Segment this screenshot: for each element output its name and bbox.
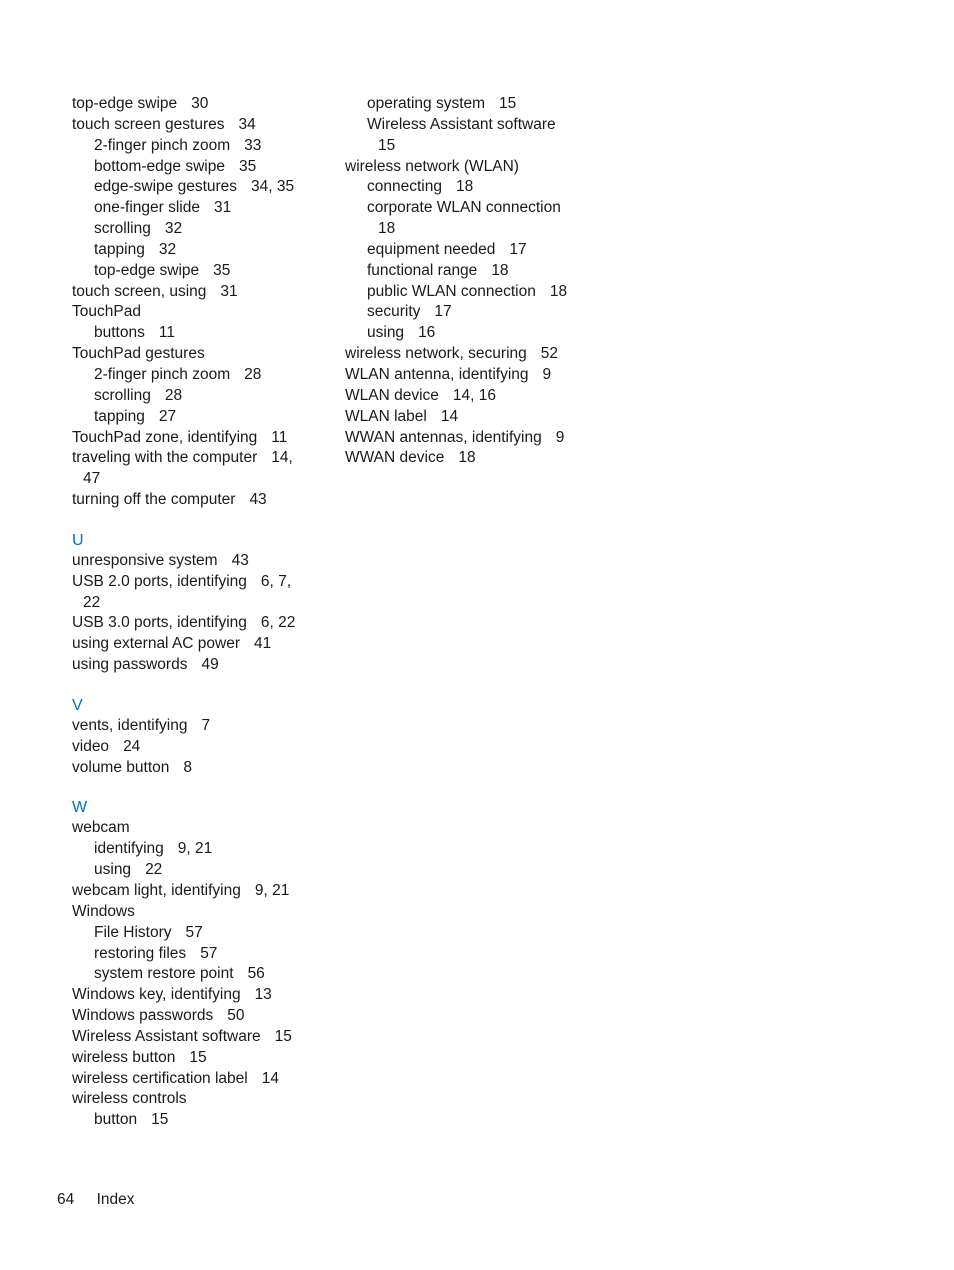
index-term: scrolling [94, 220, 151, 238]
index-term: TouchPad zone, identifying [72, 428, 258, 446]
index-term: wireless network (WLAN) [345, 157, 519, 175]
index-term: scrolling [94, 386, 151, 404]
index-term: top-edge swipe [72, 95, 178, 112]
index-subentry [72, 860, 317, 881]
index-subentry [72, 219, 317, 240]
index-entry [72, 344, 317, 365]
index-subentry [72, 323, 317, 344]
index-term: corporate WLAN connection [367, 199, 561, 217]
index-subentry [345, 177, 595, 198]
index-page-refs[interactable]: 28 [244, 365, 262, 383]
index-subentry [72, 944, 317, 965]
index-page-refs[interactable]: 33 [244, 136, 262, 154]
index-term: Wireless Assistant software [72, 1027, 261, 1045]
index-entry [345, 407, 595, 428]
index-page-refs[interactable]: 9 [555, 428, 565, 446]
index-entry [72, 613, 317, 634]
index-subentry [72, 923, 317, 944]
index-page-refs[interactable]: 57 [200, 944, 218, 962]
index-page-refs-continued[interactable]: 22 [83, 593, 101, 611]
index-term: volume button [72, 758, 170, 776]
index-page-refs[interactable]: 17 [434, 303, 452, 321]
index-page-refs[interactable]: 27 [158, 407, 177, 425]
index-page-refs[interactable]: 18 [491, 261, 509, 279]
index-entry [72, 1048, 317, 1069]
index-page-refs[interactable]: 15 [189, 1048, 207, 1066]
index-entry [72, 1069, 317, 1090]
index-term: button [94, 1111, 138, 1129]
index-term: wireless certification label [72, 1069, 248, 1087]
index-subentry [72, 386, 317, 407]
index-page-refs[interactable]: 49 [201, 656, 219, 674]
index-page-refs-continued[interactable]: 47 [83, 470, 101, 488]
index-subentry [72, 407, 317, 428]
index-term: restoring files [94, 944, 187, 962]
index-term: 2-finger pinch zoom [94, 136, 231, 154]
index-page-refs[interactable]: 11 [271, 428, 288, 446]
index-entry [72, 818, 317, 839]
index-entry [72, 716, 317, 737]
index-subentry [72, 365, 317, 386]
index-entry [345, 448, 595, 469]
index-page-refs[interactable]: 50 [227, 1007, 245, 1025]
index-page-refs[interactable]: 18 [549, 282, 568, 300]
index-term: USB 2.0 ports, identifying [72, 572, 247, 590]
page-number: 64 [57, 1191, 75, 1208]
index-page-refs[interactable]: 57 [185, 923, 203, 941]
index-page-refs-continued[interactable]: 18 [378, 220, 396, 238]
index-entry [72, 737, 317, 758]
index-subentry [72, 240, 317, 261]
index-term: buttons [94, 324, 145, 342]
index-column-left [72, 94, 317, 1131]
index-entry [72, 881, 317, 902]
index-letter-heading: U [72, 531, 84, 549]
index-entry [345, 428, 595, 449]
index-entry [345, 344, 595, 365]
index-term: edge-swipe gestures [94, 178, 238, 196]
index-page-refs[interactable]: 18 [455, 178, 474, 196]
index-entry [72, 572, 317, 614]
index-page-refs[interactable]: 15 [499, 95, 517, 112]
index-letter-heading: W [72, 799, 88, 817]
index-page-refs[interactable]: 31 [213, 199, 232, 217]
index-page-refs[interactable]: 7 [201, 716, 211, 734]
index-page-refs-continued[interactable]: 15 [378, 136, 396, 154]
index-page-refs[interactable]: 15 [274, 1027, 292, 1045]
index-term: unresponsive system [72, 551, 218, 569]
index-term: video [72, 737, 110, 755]
index-subentry [72, 198, 317, 219]
index-page-refs[interactable]: 31 [220, 282, 238, 300]
index-subentry [72, 261, 317, 282]
index-page-refs[interactable]: 16 [418, 324, 436, 342]
index-page-refs[interactable]: 6, 22 [260, 614, 296, 632]
index-subentry [345, 94, 595, 115]
index-page-refs[interactable]: 17 [509, 240, 527, 258]
index-term: WWAN device [345, 449, 445, 467]
index-page-refs[interactable]: 52 [540, 345, 559, 363]
index-term: operating system [367, 95, 486, 112]
index-subentry [72, 839, 317, 860]
index-entry [72, 1027, 317, 1048]
index-subentry [345, 115, 595, 157]
index-term: webcam [72, 819, 130, 837]
index-page-refs[interactable]: 34, 35 [251, 178, 295, 196]
index-page-refs[interactable]: 18 [458, 449, 476, 467]
index-term: public WLAN connection [367, 282, 536, 300]
index-page-refs[interactable]: 56 [247, 965, 265, 983]
page-footer [57, 1190, 134, 1210]
index-page-refs[interactable]: 30 [191, 95, 209, 112]
index-page-refs[interactable]: 41 [254, 635, 272, 653]
index-page-refs[interactable]: 14 [440, 407, 459, 425]
index-subentry [345, 240, 595, 261]
index-page-refs[interactable]: 34 [238, 115, 256, 133]
index-term: bottom-edge swipe [94, 157, 225, 175]
index-entry [72, 1006, 317, 1027]
index-subentry [345, 261, 595, 282]
index-term: WWAN antennas, identifying [345, 428, 542, 446]
index-entry [72, 428, 317, 449]
index-page-refs[interactable]: 32 [158, 240, 177, 258]
index-term: turning off the computer [72, 491, 236, 509]
index-column-right [345, 94, 595, 469]
index-term: using [94, 861, 132, 879]
index-subentry [72, 136, 317, 157]
index-page-refs[interactable]: 28 [164, 386, 183, 404]
index-entry [72, 655, 317, 676]
index-entry [72, 634, 317, 655]
index-subentry [345, 323, 595, 344]
index-entry [72, 282, 317, 303]
index-subentry [72, 177, 317, 198]
index-entry [72, 758, 317, 779]
index-entry [345, 365, 595, 386]
index-page-refs[interactable]: 32 [164, 220, 183, 238]
index-page-refs[interactable]: 43 [249, 491, 267, 509]
index-term: vents, identifying [72, 716, 188, 734]
index-term: WLAN device [345, 386, 439, 404]
index-term: traveling with the computer [72, 449, 258, 467]
index-subentry [72, 964, 317, 985]
index-entry [72, 985, 317, 1006]
index-term: functional range [367, 261, 478, 279]
index-entry [72, 551, 317, 572]
index-page-refs[interactable]: 11 [158, 324, 175, 342]
index-page-refs[interactable]: 15 [151, 1111, 169, 1129]
index-term: one-finger slide [94, 199, 200, 217]
index-term: wireless controls [72, 1090, 187, 1108]
index-subentry [345, 198, 595, 240]
index-page-refs[interactable]: 24 [123, 737, 141, 755]
index-subentry [345, 302, 595, 323]
index-term: webcam light, identifying [72, 882, 241, 899]
index-term: using external AC power [72, 635, 241, 653]
footer-section-title: Index [96, 1191, 135, 1208]
index-page-refs[interactable]: 35 [238, 157, 257, 175]
index-letter-heading: V [72, 696, 83, 714]
index-term: 2-finger pinch zoom [94, 365, 231, 383]
index-page-refs[interactable]: 13 [254, 986, 272, 1004]
index-term: TouchPad gestures [72, 345, 205, 363]
index-page-refs[interactable]: 43 [231, 551, 249, 569]
index-term: using passwords [72, 656, 188, 674]
index-term: WLAN label [345, 407, 427, 425]
index-term: Wireless Assistant software [367, 115, 556, 133]
index-term: USB 3.0 ports, identifying [72, 614, 247, 632]
index-subentry [72, 157, 317, 178]
index-term: Windows passwords [72, 1007, 214, 1025]
index-term: system restore point [94, 965, 234, 983]
index-term: TouchPad [72, 303, 141, 321]
index-term: Windows [72, 902, 135, 920]
index-page-refs[interactable]: 6, 7, [260, 572, 292, 590]
index-term: WLAN antenna, identifying [345, 365, 529, 383]
index-term: touch screen, using [72, 282, 207, 300]
index-term: using [367, 324, 405, 342]
index-entry [345, 386, 595, 407]
index-subentry [345, 282, 595, 303]
index-page-refs[interactable]: 8 [183, 758, 192, 776]
index-term: Windows key, identifying [72, 986, 241, 1004]
index-term: wireless button [72, 1048, 176, 1066]
index-entry [72, 115, 317, 136]
index-term: wireless network, securing [345, 345, 527, 363]
index-entry [72, 490, 317, 511]
index-page-refs[interactable]: 22 [145, 861, 163, 879]
index-term: top-edge swipe [94, 261, 200, 279]
index-page-refs[interactable]: 14 [261, 1069, 279, 1087]
index-page-refs[interactable]: 14, 16 [452, 386, 497, 404]
index-entry [72, 448, 317, 490]
index-term: equipment needed [367, 240, 496, 258]
index-subentry [72, 1110, 317, 1131]
index-page-refs[interactable]: 14, [271, 449, 293, 467]
index-term: touch screen gestures [72, 115, 225, 133]
index-term: File History [94, 923, 172, 941]
index-entry [345, 157, 595, 178]
index-term: security [367, 303, 421, 321]
index-entry [72, 902, 317, 923]
index-term: identifying [94, 840, 164, 858]
index-entry [72, 94, 317, 115]
index-term: tapping [94, 240, 145, 258]
index-entry [72, 302, 317, 323]
index-page-refs[interactable]: 35 [213, 261, 231, 279]
index-page-refs[interactable]: 9, 21 [177, 840, 213, 858]
index-page-refs[interactable]: 9, 21 [254, 882, 290, 899]
index-entry [72, 1089, 317, 1110]
index-term: connecting [367, 178, 442, 196]
index-page-refs[interactable]: 9 [542, 365, 552, 383]
index-term: tapping [94, 407, 145, 425]
